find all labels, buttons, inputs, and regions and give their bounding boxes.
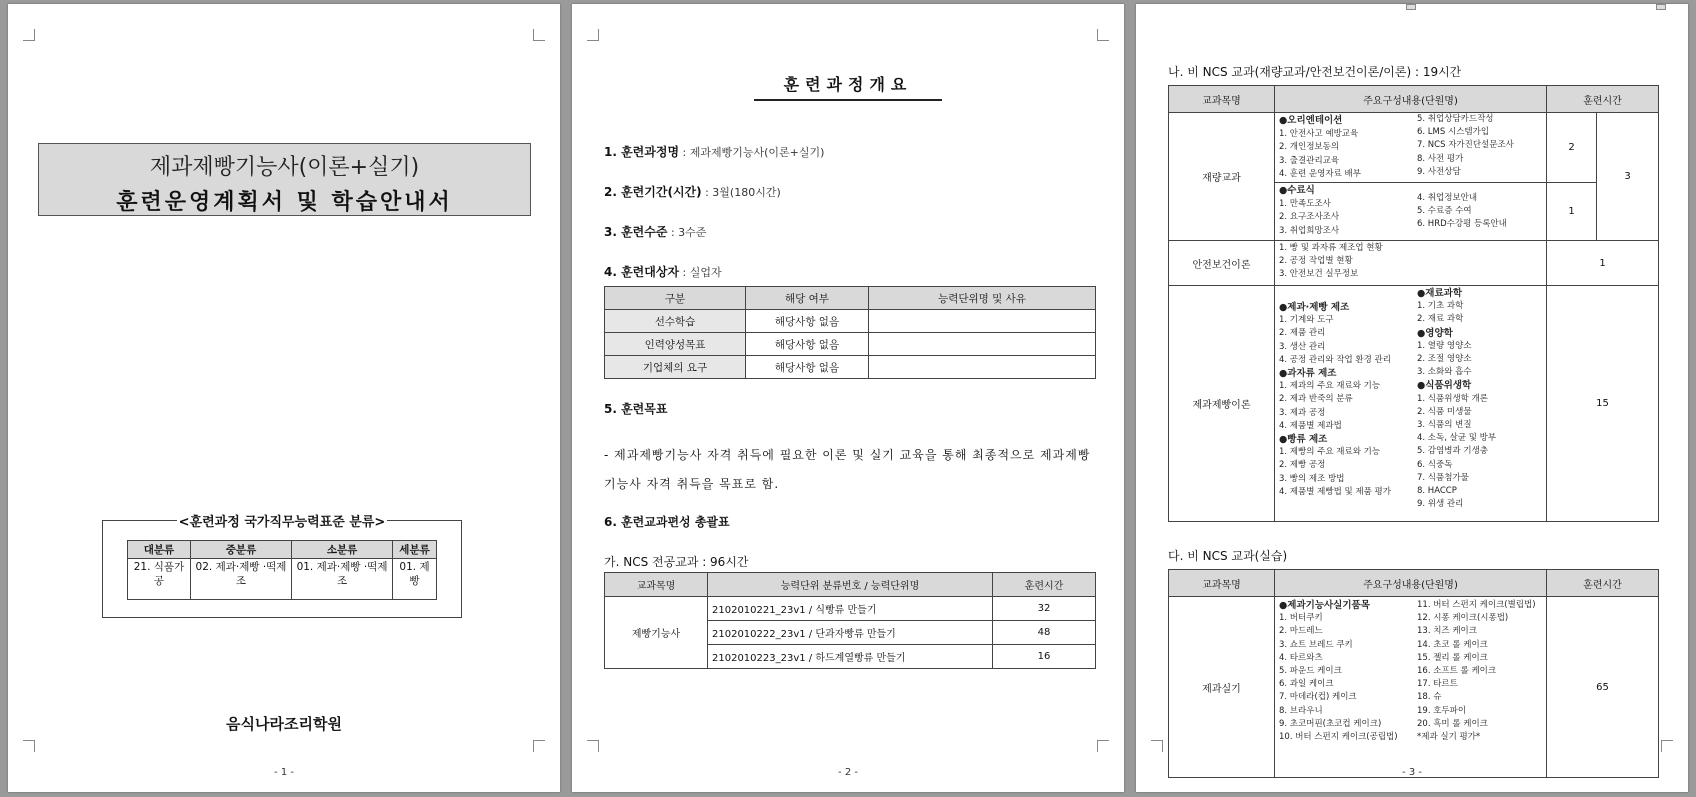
class-value: 01. 제빵 — [393, 559, 437, 600]
section-heading: ●영양학 — [1417, 327, 1453, 339]
list-item: 2. 제품 관리 — [1279, 328, 1326, 339]
list-item: 5. 감염병과 기생충 — [1417, 446, 1488, 457]
list-item: 6. 식중독 — [1417, 459, 1453, 470]
list-item: *제과 실기 평가* — [1417, 732, 1481, 743]
school-name: 음식나라조리학원 — [226, 715, 342, 733]
practice-name: 제과실기 — [1169, 597, 1275, 778]
list-item: 8. HACCP — [1417, 486, 1457, 497]
overview-item-4: 4. 훈련대상자 : 실업자 — [604, 265, 722, 279]
list-item: 16. 소프트 롤 케이크 — [1417, 666, 1497, 677]
list-item: 4. 제품별 제빵법 및 제품 평가 — [1279, 486, 1391, 497]
page-3 — [1136, 4, 1688, 792]
theory-hours: 15 — [1547, 286, 1659, 522]
ncs-header: 교과목명 — [605, 573, 708, 597]
target-cell: 해당사항 없음 — [746, 310, 869, 333]
heading-non-ncs-theory: 나. 비 NCS 교과(재량교과/안전보건이론/이론) : 19시간 — [1168, 65, 1462, 79]
completion-cell — [1275, 183, 1547, 241]
target-table — [604, 286, 1096, 379]
target-cell: 해당사항 없음 — [746, 333, 869, 356]
list-item: 4. 소독, 살균 및 방부 — [1417, 433, 1497, 444]
list-item: 2. 식품 미생물 — [1417, 406, 1472, 417]
cover-title-box — [38, 143, 531, 216]
completion-right: 4. 취업정보안내 5. 수료증 수여 6. HRD수강평 등록안내 — [1417, 193, 1507, 230]
target-cell — [869, 333, 1096, 356]
table-header: 교과목명 — [1169, 86, 1275, 113]
heading-non-ncs-practice: 다. 비 NCS 교과(실습) — [1168, 549, 1288, 563]
list-item: 3. 제과 공정 — [1279, 407, 1326, 418]
target-cell: 해당사항 없음 — [746, 356, 869, 379]
class-header: 세분류 — [393, 541, 437, 559]
target-cell — [869, 310, 1096, 333]
list-item: 3. 소화와 흡수 — [1417, 367, 1472, 378]
list-item: 3. 식품의 변질 — [1417, 420, 1472, 431]
classification-table — [127, 540, 437, 600]
crop-mark — [533, 29, 545, 41]
list-item: 1. 열량 영양소 — [1417, 340, 1472, 351]
theory-left — [1279, 301, 1391, 499]
orientation-hours: 2 — [1547, 113, 1597, 183]
list-item: 9. 초코머핀(초코컵 케이크) — [1279, 718, 1382, 729]
ncs-header: 능력단위 분류번호 / 능력단위명 — [708, 573, 993, 597]
overview-item-3: 3. 훈련수준 : 3수준 — [604, 225, 707, 239]
class-value: 21. 식품가공 — [128, 559, 191, 600]
cover-title-line1: 제과제빵기능사(이론+실기) — [149, 155, 420, 180]
list-item: 4. 타르와츠 — [1279, 652, 1323, 663]
list-item: 1. 제빵의 주요 재료와 기능 — [1279, 447, 1381, 458]
ncs-unit: 2102010222_23v1 / 단과자빵류 만들기 — [708, 621, 993, 645]
safety-name: 안전보건이론 — [1169, 241, 1275, 286]
list-item: 18. 슈 — [1417, 692, 1442, 703]
list-item: 4. 공정 관리와 작업 환경 관리 — [1279, 354, 1391, 365]
ncs-hours: 32 — [993, 597, 1096, 621]
overview-item-5: 5. 훈련목표 — [604, 402, 668, 416]
list-item: 8. 브라우니 — [1279, 705, 1323, 716]
list-item: 10. 버터 스펀지 케이크(공립법) — [1279, 732, 1398, 743]
crop-mark — [1661, 740, 1673, 752]
non-ncs-practice-table — [1168, 569, 1659, 778]
list-item: 5. 파운드 케이크 — [1279, 666, 1342, 677]
target-cell: 기업체의 요구 — [605, 356, 746, 379]
table-header: 주요구성내용(단원명) — [1275, 570, 1547, 597]
crop-mark — [1097, 740, 1109, 752]
list-item: 14. 초코 롤 케이크 — [1417, 639, 1488, 650]
page-2 — [572, 4, 1124, 792]
discretion-name: 재량교과 — [1169, 113, 1275, 241]
list-item: 11. 버터 스펀지 케이크(별립법) — [1417, 600, 1536, 610]
safety-lines: 1. 빵 및 과자류 제조업 현황 2. 공정 작업별 현황 3. 안전보건 실무정보 — [1279, 243, 1383, 280]
ncs-hours: 48 — [993, 621, 1096, 645]
non-ncs-theory-table — [1168, 85, 1659, 522]
class-value: 01. 제과·제빵 ·떡제조 — [292, 559, 393, 600]
ncs-unit: 2102010221_23v1 / 식빵류 만들기 — [708, 597, 993, 621]
overview-title: 훈련과정개요 — [754, 72, 942, 101]
theory-name: 제과제빵이론 — [1169, 286, 1275, 522]
section-heading: ●재료과학 — [1417, 288, 1462, 299]
class-header: 중분류 — [190, 541, 291, 559]
overview-item-2: 2. 훈련기간(시간) : 3월(180시간) — [604, 185, 781, 199]
list-item: 20. 흑미 롤 케이크 — [1417, 718, 1488, 729]
list-item: 9. 위생 관리 — [1417, 499, 1464, 510]
target-cell: 선수학습 — [605, 310, 746, 333]
list-item: 19. 호두파이 — [1417, 705, 1467, 716]
practice-right — [1417, 599, 1536, 744]
page-number: - 3 - — [1402, 767, 1422, 778]
section-heading: ●제과기능사실기품목 — [1279, 600, 1370, 611]
crop-mark — [587, 29, 599, 41]
section-heading: ●빵류 제조 — [1279, 434, 1328, 446]
list-item: 2. 제과 반죽의 분류 — [1279, 394, 1353, 405]
list-item: 2. 마드레느 — [1279, 626, 1323, 637]
list-item: 1. 기계와 도구 — [1279, 315, 1334, 326]
list-item: 7. 식품첨가물 — [1417, 472, 1469, 483]
theory-cell — [1275, 286, 1547, 522]
table-header: 교과목명 — [1169, 570, 1275, 597]
list-item: 1. 버터쿠키 — [1279, 613, 1323, 624]
target-cell: 인력양성목표 — [605, 333, 746, 356]
overview-item-6: 6. 훈련교과편성 총괄표 — [604, 515, 730, 529]
list-item: 2. 제빵 공정 — [1279, 460, 1326, 471]
ncs-table — [604, 572, 1096, 669]
list-item: 6. 과일 케이크 — [1279, 679, 1334, 690]
ncs-heading: 가. NCS 전공교과 : 96시간 — [604, 555, 749, 569]
cover-title-line2: 훈련운영계획서 및 학습안내서 — [116, 190, 453, 215]
crop-mark — [533, 740, 545, 752]
classification-title: <훈련과정 국가직무능력표준 분류> — [178, 515, 386, 530]
practice-left — [1279, 599, 1398, 744]
completion-hours: 1 — [1547, 183, 1597, 241]
completion-left: ●수료식 1. 만족도조사 2. 요구조사조사 3. 취업희망조사 — [1279, 185, 1340, 236]
ncs-subject: 제빵기능사 — [605, 597, 708, 669]
list-item: 17. 타르트 — [1417, 679, 1458, 690]
orientation-right: 5. 취업상담카드작성 6. LMS 시스템가입 7. NCS 자가진단설문조사 8. 사전 평가 9. 사전상담 — [1417, 114, 1514, 177]
page-number: - 1 - — [274, 767, 294, 778]
list-item: 1. 기초 과학 — [1417, 301, 1464, 312]
safety-cell — [1275, 241, 1547, 286]
table-header: 훈련시간 — [1547, 86, 1659, 113]
ruler-tab-marker[interactable] — [1406, 4, 1416, 10]
crop-mark — [23, 29, 35, 41]
crop-mark — [587, 740, 599, 752]
ruler-tab-marker[interactable] — [1656, 4, 1666, 10]
crop-mark — [1151, 740, 1163, 752]
ncs-hours: 16 — [993, 645, 1096, 669]
orientation-cell — [1275, 113, 1547, 183]
section-heading: ●제과·제빵 제조 — [1279, 302, 1350, 313]
class-value: 02. 제과·제빵 ·떡제조 — [190, 559, 291, 600]
list-item: 13. 치즈 케이크 — [1417, 626, 1477, 637]
training-goal: - 제과제빵기능사 자격 취득에 필요한 이론 및 실기 교육을 통해 최종적으로 제과제빵기능사 자격 취득을 목표로 함. — [604, 448, 1091, 491]
target-header: 능력단위명 및 사유 — [869, 287, 1096, 310]
target-cell — [869, 356, 1096, 379]
theory-right — [1417, 287, 1496, 511]
crop-mark — [1097, 29, 1109, 41]
class-header: 소분류 — [292, 541, 393, 559]
ncs-unit: 2102010223_23v1 / 하드계열빵류 만들기 — [708, 645, 993, 669]
crop-mark — [23, 740, 35, 752]
table-header: 훈련시간 — [1547, 570, 1659, 597]
list-item: 2. 재료 과학 — [1417, 314, 1464, 325]
list-item: 3. 쇼트 브레드 쿠키 — [1279, 639, 1353, 650]
page-number: - 2 - — [838, 767, 858, 778]
list-item: 4. 제품별 제과법 — [1279, 420, 1342, 431]
list-item: 1. 식품위생학 개론 — [1417, 393, 1488, 404]
list-item: 12. 시퐁 케이크(시퐁법) — [1417, 613, 1509, 624]
list-item: 3. 생산 관리 — [1279, 341, 1326, 352]
discretion-total: 3 — [1597, 113, 1659, 241]
orientation-left: ●오리엔테이션 1. 안전사고 예방교육 2. 개인정보동의 3. 출결관리교육 4. 훈련 운영자료 배부 — [1279, 115, 1361, 179]
ncs-header: 훈련시간 — [993, 573, 1096, 597]
list-item: 15. 젤리 롤 케이크 — [1417, 652, 1488, 663]
page-1 — [8, 4, 560, 792]
target-header: 해당 여부 — [746, 287, 869, 310]
list-item: 7. 마데라(컵) 케이크 — [1279, 692, 1357, 703]
section-heading: ●식품위생학 — [1417, 380, 1472, 392]
target-header: 구분 — [605, 287, 746, 310]
section-heading: ●과자류 제조 — [1279, 368, 1337, 380]
overview-item-1: 1. 훈련과정명 : 제과제빵기능사(이론+실기) — [604, 145, 825, 159]
table-header: 주요구성내용(단원명) — [1275, 86, 1547, 113]
class-header: 대분류 — [128, 541, 191, 559]
practice-hours: 65 — [1547, 597, 1659, 778]
list-item: 3. 빵의 제조 방법 — [1279, 473, 1345, 484]
practice-cell — [1275, 597, 1547, 778]
ncs-classification-box — [102, 515, 462, 618]
list-item: 1. 제과의 주요 재료와 기능 — [1279, 381, 1381, 392]
safety-hours: 1 — [1547, 241, 1659, 286]
list-item: 2. 조절 영양소 — [1417, 354, 1472, 365]
